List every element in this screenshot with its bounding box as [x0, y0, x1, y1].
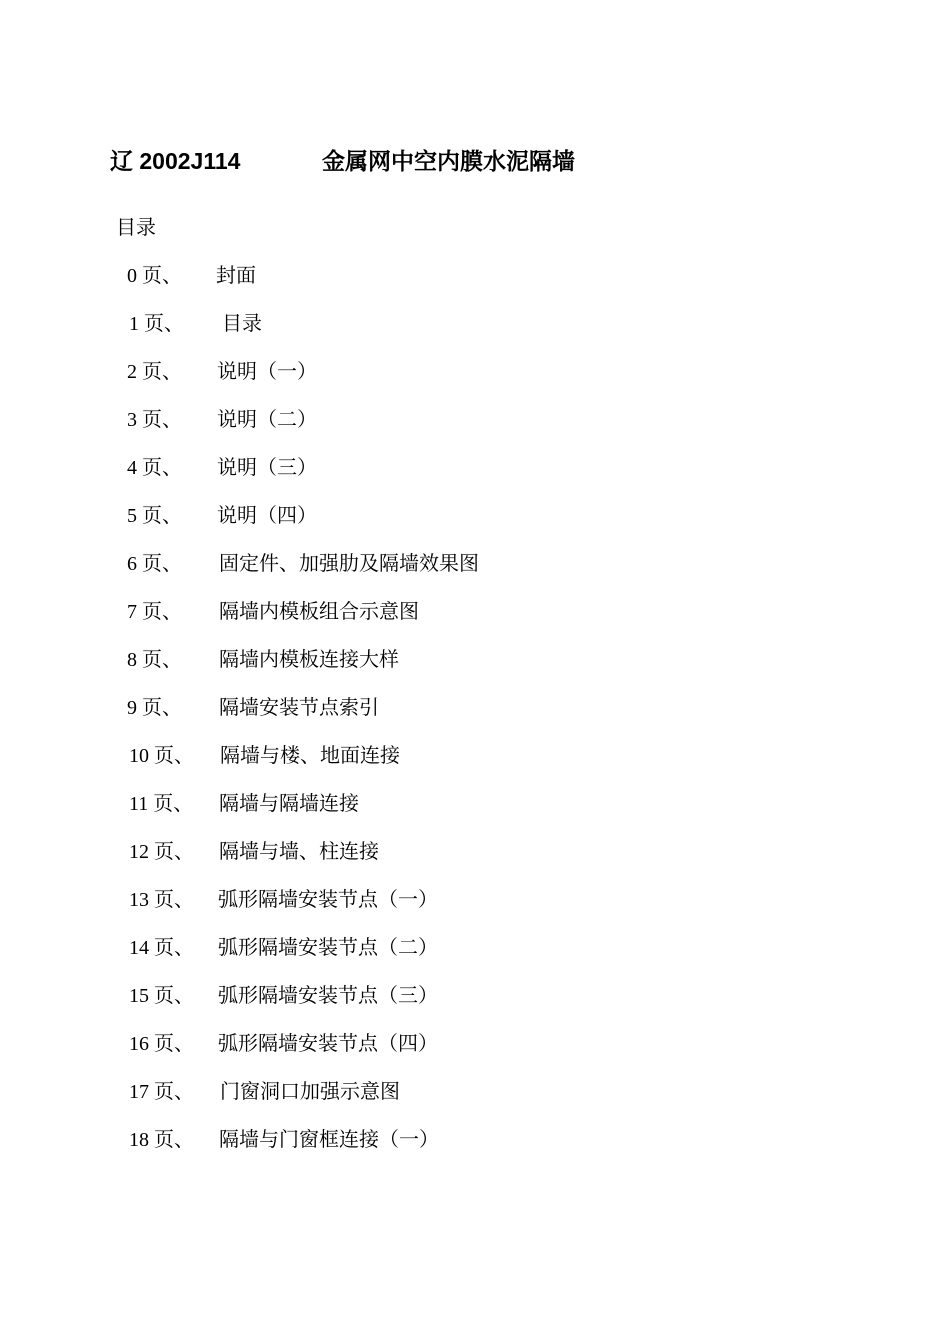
toc-entry-title: 隔墙与隔墙连接: [219, 793, 359, 815]
toc-entry: [0, 454, 950, 502]
toc-entry: [0, 598, 950, 646]
toc-entry: [0, 550, 950, 598]
toc-entry-title: 说明（四）: [217, 505, 317, 527]
toc-entry: [0, 646, 950, 694]
toc-entry: [0, 406, 950, 454]
toc-entry-title: 说明（二）: [217, 409, 317, 431]
document-title: [110, 143, 575, 179]
toc-entry: [0, 502, 950, 550]
toc-page-number: 1 页、: [129, 313, 184, 335]
toc-entry-title: 隔墙安装节点索引: [219, 697, 379, 719]
toc-page-number: 17 页、: [129, 1081, 194, 1103]
toc-page-number: 3 页、: [127, 409, 182, 431]
toc-page-number: 10 页、: [129, 745, 194, 767]
toc-page-number: 13 页、: [129, 889, 194, 911]
document-code: 辽 2002J114: [110, 148, 241, 174]
toc-page-number: 18 页、: [129, 1129, 194, 1151]
toc-entry: [0, 790, 950, 838]
toc-entry: [0, 934, 950, 982]
toc-page-number: 7 页、: [127, 601, 182, 623]
toc-page-number: 14 页、: [129, 937, 194, 959]
toc-page-number: 5 页、: [127, 505, 182, 527]
toc-entry-title: 封面: [216, 265, 256, 287]
toc-page-number: 2 页、: [127, 361, 182, 383]
toc-entry-title: 隔墙与门窗框连接（一）: [219, 1129, 439, 1151]
toc-entry-title: 弧形隔墙安装节点（三）: [218, 985, 438, 1007]
toc-entry-title: 隔墙内模板连接大样: [219, 649, 399, 671]
toc-entry: [0, 742, 950, 790]
document-name: 金属网中空内膜水泥隔墙: [322, 148, 575, 174]
toc-entry: [0, 838, 950, 886]
toc-entry: [0, 358, 950, 406]
toc-entry: [0, 262, 950, 310]
toc-entry: [0, 1126, 950, 1174]
toc-entry-title: 弧形隔墙安装节点（一）: [218, 889, 438, 911]
toc-entry-title: 门窗洞口加强示意图: [220, 1081, 400, 1103]
toc-entry-title: 隔墙与楼、地面连接: [220, 745, 400, 767]
toc-page-number: 9 页、: [127, 697, 182, 719]
toc-entry: [0, 310, 950, 358]
toc-heading: 目录: [116, 217, 156, 239]
toc-page-number: 6 页、: [127, 553, 182, 575]
toc-entry-title: 固定件、加强肋及隔墙效果图: [219, 553, 479, 575]
toc-list: [0, 262, 950, 1174]
toc-entry-title: 说明（三）: [217, 457, 317, 479]
toc-entry-title: 目录: [222, 313, 262, 335]
toc-page-number: 0 页、: [127, 265, 182, 287]
toc-page-number: 12 页、: [129, 841, 194, 863]
toc-page-number: 16 页、: [129, 1033, 194, 1055]
toc-entry-title: 弧形隔墙安装节点（四）: [218, 1033, 438, 1055]
toc-entry: [0, 694, 950, 742]
toc-entry: [0, 1078, 950, 1126]
toc-entry-title: 隔墙与墙、柱连接: [219, 841, 379, 863]
toc-entry: [0, 1030, 950, 1078]
toc-entry-title: 隔墙内模板组合示意图: [219, 601, 419, 623]
toc-page-number: 4 页、: [127, 457, 182, 479]
toc-page-number: 15 页、: [129, 985, 194, 1007]
toc-entry: [0, 982, 950, 1030]
toc-page-number: 11 页、: [129, 793, 194, 815]
toc-entry: [0, 886, 950, 934]
toc-page-number: 8 页、: [127, 649, 182, 671]
toc-entry-title: 说明（一）: [217, 361, 317, 383]
toc-entry-title: 弧形隔墙安装节点（二）: [218, 937, 438, 959]
